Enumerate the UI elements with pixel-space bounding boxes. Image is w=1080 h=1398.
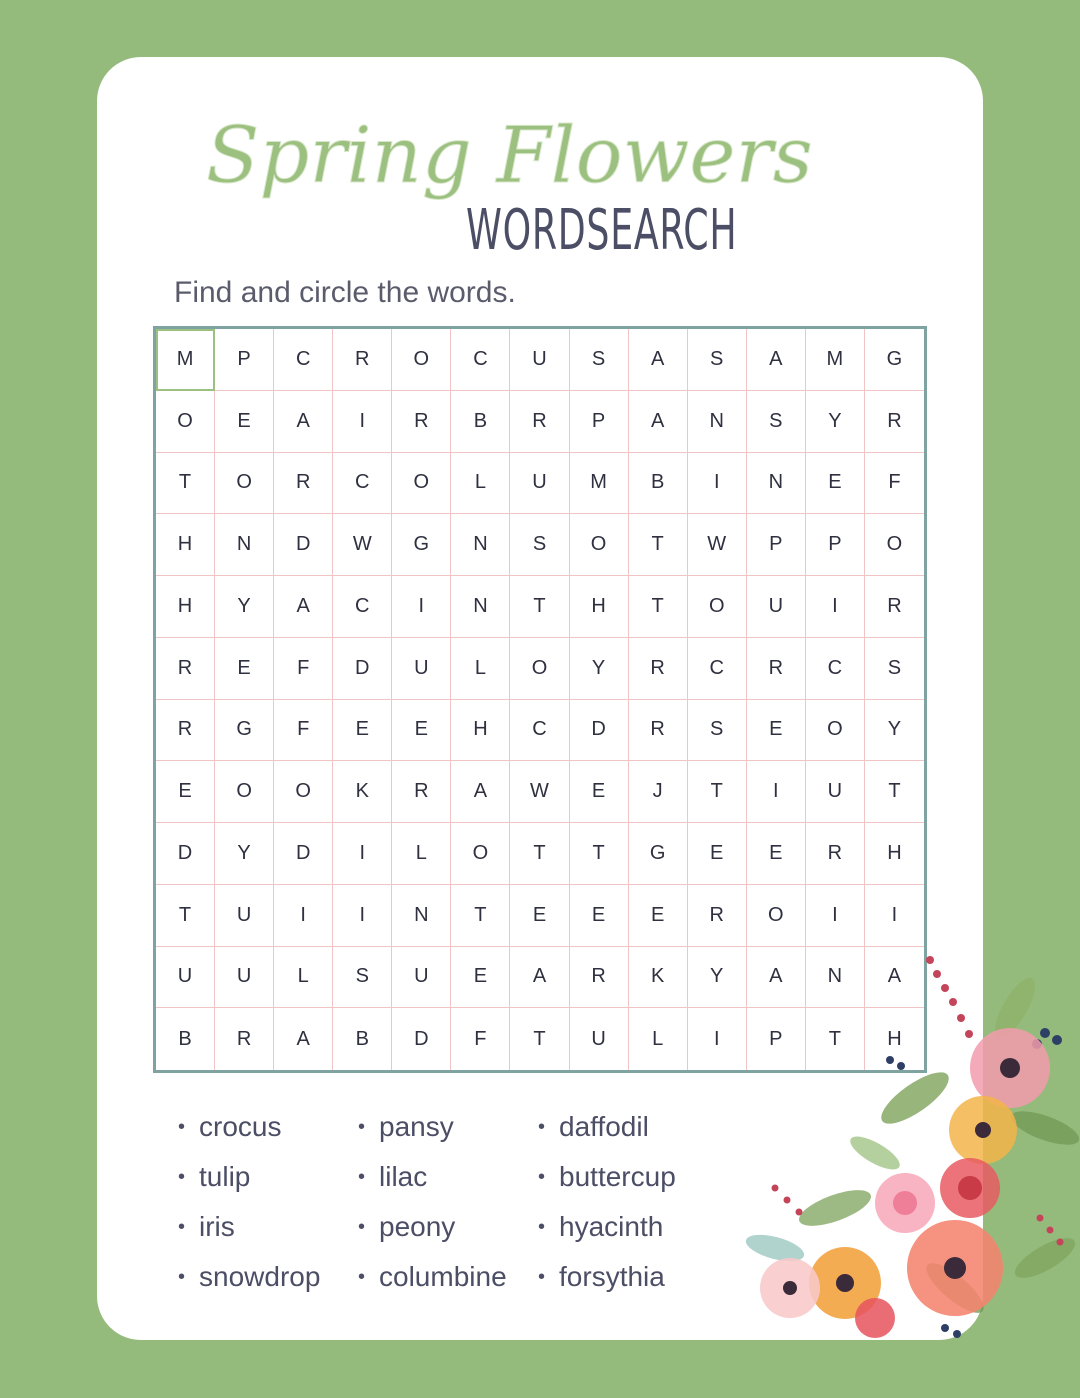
grid-cell[interactable]: I: [747, 761, 806, 823]
grid-cell[interactable]: P: [806, 514, 865, 576]
grid-cell[interactable]: A: [865, 947, 924, 1009]
grid-cell[interactable]: P: [570, 391, 629, 453]
grid-cell[interactable]: E: [215, 638, 274, 700]
grid-cell[interactable]: R: [215, 1008, 274, 1070]
pink-flower-top: [970, 1028, 1050, 1108]
coral-flower-large: [907, 1220, 1003, 1316]
grid-cell[interactable]: H: [570, 576, 629, 638]
grid-cell[interactable]: E: [747, 823, 806, 885]
grid-cell[interactable]: S: [510, 514, 569, 576]
grid-cell[interactable]: E: [806, 453, 865, 515]
grid-cell[interactable]: O: [392, 329, 451, 391]
grid-cell[interactable]: R: [510, 391, 569, 453]
grid-cell[interactable]: O: [688, 576, 747, 638]
grid-cell[interactable]: T: [156, 885, 215, 947]
grid-cell[interactable]: I: [806, 576, 865, 638]
grid-cell[interactable]: L: [451, 453, 510, 515]
grid-cell[interactable]: A: [274, 391, 333, 453]
grid-cell[interactable]: I: [392, 576, 451, 638]
grid-cell[interactable]: U: [747, 576, 806, 638]
word-list-item: [538, 1258, 738, 1296]
grid-cell[interactable]: I: [333, 885, 392, 947]
word-label: lilac: [379, 1161, 428, 1192]
instructions-text: Find and circle the words.: [174, 276, 516, 309]
word-list-item: [178, 1258, 358, 1296]
grid-cell[interactable]: C: [806, 638, 865, 700]
grid-cell[interactable]: N: [451, 514, 510, 576]
grid-cell[interactable]: O: [747, 885, 806, 947]
grid-cell[interactable]: O: [451, 823, 510, 885]
grid-cell[interactable]: M: [570, 453, 629, 515]
grid-cell[interactable]: R: [865, 576, 924, 638]
grid-cell[interactable]: U: [510, 453, 569, 515]
word-list-item: [538, 1208, 738, 1246]
grid-cell[interactable]: L: [451, 638, 510, 700]
grid-cell[interactable]: G: [215, 700, 274, 762]
grid-cell[interactable]: D: [274, 514, 333, 576]
grid-cell[interactable]: C: [333, 453, 392, 515]
grid-cell[interactable]: F: [274, 700, 333, 762]
word-list-item: [178, 1108, 358, 1146]
grid-cell[interactable]: I: [333, 823, 392, 885]
grid-cell[interactable]: B: [629, 453, 688, 515]
grid-cell[interactable]: S: [747, 391, 806, 453]
grid-cell[interactable]: D: [156, 823, 215, 885]
grid-cell[interactable]: C: [510, 700, 569, 762]
grid-cell[interactable]: Y: [215, 576, 274, 638]
grid-cell[interactable]: B: [451, 391, 510, 453]
bullet-icon: •: [358, 1215, 366, 1238]
grid-cell[interactable]: S: [570, 329, 629, 391]
grid-cell[interactable]: M: [806, 329, 865, 391]
grid-cell[interactable]: E: [451, 947, 510, 1009]
grid-cell[interactable]: S: [865, 638, 924, 700]
flower-bouquet-illustration: [715, 948, 1080, 1348]
grid-cell[interactable]: U: [392, 638, 451, 700]
grid-cell[interactable]: R: [392, 391, 451, 453]
grid-cell[interactable]: L: [274, 947, 333, 1009]
grid-cell[interactable]: H: [156, 514, 215, 576]
grid-cell[interactable]: T: [510, 576, 569, 638]
grid-cell[interactable]: N: [215, 514, 274, 576]
grid-cell[interactable]: O: [510, 638, 569, 700]
grid-cell[interactable]: T: [629, 514, 688, 576]
grid-cell[interactable]: A: [629, 391, 688, 453]
grid-cell[interactable]: G: [865, 329, 924, 391]
word-label: iris: [199, 1211, 235, 1242]
grid-cell[interactable]: A: [274, 1008, 333, 1070]
word-label: snowdrop: [199, 1261, 321, 1292]
word-label: tulip: [199, 1161, 251, 1192]
word-list-item: [358, 1258, 538, 1296]
word-list-item: [358, 1158, 538, 1196]
grid-cell[interactable]: R: [688, 885, 747, 947]
grid-cell[interactable]: R: [865, 391, 924, 453]
grid-cell[interactable]: U: [806, 761, 865, 823]
grid-cell[interactable]: E: [215, 391, 274, 453]
grid-cell[interactable]: B: [156, 1008, 215, 1070]
grid-cell[interactable]: R: [570, 947, 629, 1009]
grid-cell[interactable]: H: [865, 823, 924, 885]
word-list-item: [358, 1108, 538, 1146]
grid-cell[interactable]: T: [156, 453, 215, 515]
grid-cell[interactable]: O: [392, 453, 451, 515]
grid-cell[interactable]: I: [688, 453, 747, 515]
grid-cell[interactable]: A: [274, 576, 333, 638]
grid-cell[interactable]: N: [747, 453, 806, 515]
grid-cell[interactable]: O: [806, 700, 865, 762]
grid-cell[interactable]: G: [629, 823, 688, 885]
grid-cell[interactable]: T: [806, 1008, 865, 1070]
grid-cell[interactable]: D: [333, 638, 392, 700]
word-label: pansy: [379, 1111, 454, 1142]
bullet-icon: •: [358, 1115, 366, 1138]
grid-cell[interactable]: I: [333, 391, 392, 453]
grid-cell[interactable]: R: [629, 638, 688, 700]
grid-cell[interactable]: T: [629, 576, 688, 638]
grid-cell[interactable]: Y: [865, 700, 924, 762]
blush-flower: [760, 1258, 820, 1318]
grid-cell[interactable]: W: [510, 761, 569, 823]
grid-cell[interactable]: U: [510, 329, 569, 391]
grid-cell[interactable]: E: [688, 823, 747, 885]
grid-cell[interactable]: W: [333, 514, 392, 576]
grid-cell[interactable]: O: [274, 761, 333, 823]
grid-cell[interactable]: A: [510, 947, 569, 1009]
grid-cell[interactable]: S: [688, 700, 747, 762]
grid-cell[interactable]: K: [333, 761, 392, 823]
grid-cell[interactable]: T: [570, 823, 629, 885]
grid-cell[interactable]: S: [688, 329, 747, 391]
grid-cell[interactable]: H: [451, 700, 510, 762]
word-list: [178, 1108, 738, 1296]
grid-cell[interactable]: T: [865, 761, 924, 823]
grid-cell[interactable]: H: [156, 576, 215, 638]
grid-cell[interactable]: Y: [806, 391, 865, 453]
grid-cell[interactable]: N: [451, 576, 510, 638]
grid-cell[interactable]: A: [747, 947, 806, 1009]
grid-cell[interactable]: R: [156, 700, 215, 762]
word-label: forsythia: [559, 1261, 665, 1292]
grid-cell[interactable]: I: [806, 885, 865, 947]
bullet-icon: •: [538, 1165, 546, 1188]
red-bud: [855, 1298, 895, 1338]
grid-cell[interactable]: E: [629, 885, 688, 947]
bullet-icon: •: [538, 1215, 546, 1238]
grid-cell[interactable]: R: [629, 700, 688, 762]
grid-cell[interactable]: R: [806, 823, 865, 885]
word-label: hyacinth: [559, 1211, 664, 1242]
grid-cell[interactable]: R: [156, 638, 215, 700]
word-list-item: [358, 1208, 538, 1246]
grid-cell[interactable]: P: [747, 514, 806, 576]
grid-cell[interactable]: M: [156, 329, 215, 391]
grid-cell[interactable]: F: [865, 453, 924, 515]
grid-cell[interactable]: N: [688, 391, 747, 453]
word-label: buttercup: [559, 1161, 676, 1192]
word-label: peony: [379, 1211, 456, 1242]
red-rose: [940, 1158, 1000, 1218]
grid-cell[interactable]: B: [333, 1008, 392, 1070]
grid-cell[interactable]: C: [451, 329, 510, 391]
grid-cell[interactable]: A: [747, 329, 806, 391]
grid-cell[interactable]: O: [865, 514, 924, 576]
grid-cell[interactable]: I: [274, 885, 333, 947]
grid-cell[interactable]: T: [688, 761, 747, 823]
grid-cell[interactable]: E: [747, 700, 806, 762]
grid-cell[interactable]: E: [570, 761, 629, 823]
grid-cell[interactable]: C: [274, 329, 333, 391]
grid-cell[interactable]: D: [570, 700, 629, 762]
grid-cell[interactable]: N: [806, 947, 865, 1009]
bullet-icon: •: [178, 1265, 186, 1288]
grid-cell[interactable]: T: [451, 885, 510, 947]
grid-cell[interactable]: I: [865, 885, 924, 947]
grid-cell[interactable]: S: [333, 947, 392, 1009]
grid-cell[interactable]: Y: [688, 947, 747, 1009]
grid-cell[interactable]: L: [629, 1008, 688, 1070]
grid-cell[interactable]: U: [392, 947, 451, 1009]
bullet-icon: •: [538, 1265, 546, 1288]
grid-cell[interactable]: T: [510, 823, 569, 885]
grid-cell[interactable]: U: [215, 885, 274, 947]
grid-cell[interactable]: E: [570, 885, 629, 947]
grid-cell[interactable]: O: [215, 453, 274, 515]
grid-cell[interactable]: U: [215, 947, 274, 1009]
grid-cell[interactable]: E: [510, 885, 569, 947]
grid-cell[interactable]: C: [688, 638, 747, 700]
grid-cell[interactable]: U: [570, 1008, 629, 1070]
bullet-icon: •: [538, 1115, 546, 1138]
bullet-icon: •: [178, 1165, 186, 1188]
title-script-text: Spring Flowers: [206, 111, 813, 201]
grid-cell[interactable]: R: [392, 761, 451, 823]
grid-cell[interactable]: O: [215, 761, 274, 823]
word-list-item: [538, 1158, 738, 1196]
grid-cell[interactable]: D: [274, 823, 333, 885]
grid-cell[interactable]: F: [451, 1008, 510, 1070]
grid-cell[interactable]: T: [510, 1008, 569, 1070]
word-list-item: [178, 1158, 358, 1196]
grid-cell[interactable]: O: [570, 514, 629, 576]
grid-cell[interactable]: O: [156, 391, 215, 453]
grid-cell[interactable]: R: [274, 453, 333, 515]
grid-cell[interactable]: Y: [215, 823, 274, 885]
word-label: columbine: [379, 1261, 507, 1292]
bullet-icon: •: [178, 1215, 186, 1238]
bullet-icon: •: [358, 1265, 366, 1288]
grid-cell[interactable]: H: [887, 1027, 902, 1050]
grid-cell[interactable]: N: [392, 885, 451, 947]
grid-cell[interactable]: A: [451, 761, 510, 823]
grid-cell[interactable]: G: [392, 514, 451, 576]
word-label: daffodil: [559, 1111, 649, 1142]
word-list-item: [178, 1208, 358, 1246]
grid-cell[interactable]: F: [274, 638, 333, 700]
grid-cell[interactable]: E: [392, 700, 451, 762]
grid-cell[interactable]: U: [156, 947, 215, 1009]
grid-cell[interactable]: W: [688, 514, 747, 576]
title-wordsearch: WORDSEARCH: [466, 198, 738, 263]
word-list-item: [538, 1108, 738, 1146]
grid-cell[interactable]: A: [629, 329, 688, 391]
grid-cell[interactable]: I: [688, 1008, 747, 1070]
grid-cell[interactable]: P: [747, 1008, 806, 1070]
grid-cell[interactable]: R: [747, 638, 806, 700]
grid-cell[interactable]: D: [392, 1008, 451, 1070]
grid-cell[interactable]: P: [215, 329, 274, 391]
bullet-icon: •: [358, 1165, 366, 1188]
grid-cell[interactable]: E: [333, 700, 392, 762]
grid-cell[interactable]: K: [629, 947, 688, 1009]
grid-cell[interactable]: L: [392, 823, 451, 885]
grid-cell[interactable]: C: [333, 576, 392, 638]
grid-cell[interactable]: E: [156, 761, 215, 823]
grid-cell[interactable]: R: [333, 329, 392, 391]
pink-rose: [875, 1173, 935, 1233]
grid-cell[interactable]: J: [629, 761, 688, 823]
bullet-icon: •: [178, 1115, 186, 1138]
word-label: crocus: [199, 1111, 282, 1142]
yellow-flower: [949, 1096, 1017, 1164]
grid-cell[interactable]: Y: [570, 638, 629, 700]
